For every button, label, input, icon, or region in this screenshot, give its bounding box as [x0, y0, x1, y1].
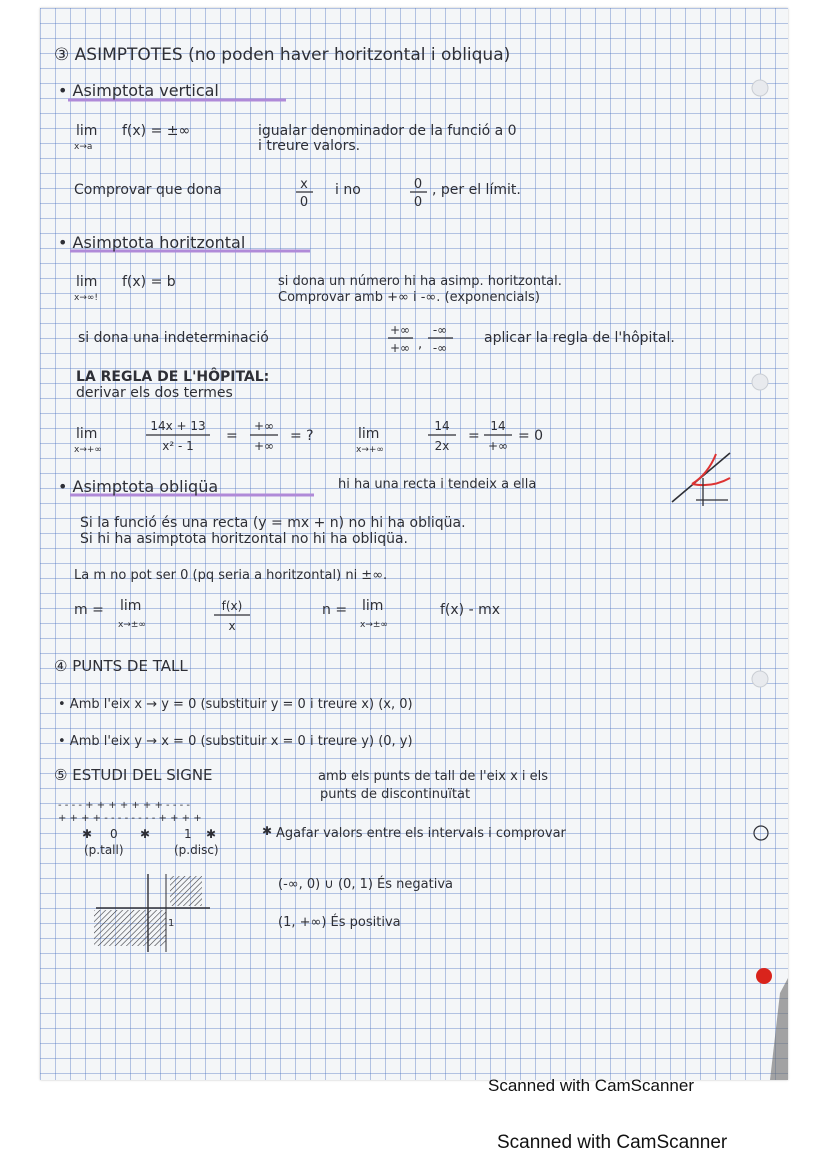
limit-symbol: lim — [76, 274, 98, 290]
limit-symbol: lim — [76, 123, 98, 139]
label-cut-point: (p.tall) — [84, 843, 124, 857]
fraction-denominator: x — [228, 619, 236, 633]
section-3-title: ③ ASIMPTOTES (no poden haver horitzontal i obliqua) — [54, 45, 511, 65]
limit-subscript: x→a — [74, 142, 93, 152]
label-discontinuity: (p.disc) — [174, 843, 219, 857]
equals: = — [226, 428, 238, 444]
point-marker: ✱ — [82, 827, 93, 841]
point-marker: ✱ — [140, 827, 151, 841]
indeterminacy-text-2: aplicar la regla de l'hôpital. — [484, 330, 675, 346]
vertical-check-text-3: , per el límit. — [432, 182, 521, 198]
binder-hole — [752, 80, 768, 96]
fraction-denominator: +∞ — [389, 341, 411, 355]
fraction-numerator: +∞ — [253, 419, 275, 433]
hopital-title: LA REGLA DE L'HÔPITAL: — [76, 369, 270, 385]
limit-subscript: x→∞! — [74, 293, 98, 303]
fraction-denominator: 2x — [434, 439, 450, 453]
handwritten-notes — [40, 8, 788, 1080]
vertical-desc-2: i treure valors. — [258, 138, 361, 154]
cut-points-y: • Amb l'eix y → x = 0 (substituir x = 0 i treure y) (0, y) — [58, 734, 413, 749]
fraction-numerator: 14x + 13 — [150, 419, 206, 433]
cut-points-x: • Amb l'eix x → y = 0 (substituir y = 0 i treure x) (x, 0) — [58, 697, 413, 712]
fraction-numerator: +∞ — [389, 323, 411, 337]
horizontal-desc-1: si dona un número hi ha asimp. horitzontal. — [278, 274, 562, 289]
check-circle-icon — [754, 826, 768, 840]
red-sticker — [756, 968, 772, 984]
fraction-denominator: 0 — [299, 195, 309, 210]
equals: = — [468, 428, 480, 444]
comma: , — [418, 337, 423, 352]
fraction-denominator: +∞ — [487, 439, 509, 453]
limit-subscript: x→+∞ — [74, 445, 102, 455]
horizontal-heading: • Asimptota horitzontal — [58, 233, 246, 252]
oblique-rule-3: La m no pot ser 0 (pq seria a horitzontal) ni ±∞. — [74, 568, 388, 583]
scanner-watermark: Scanned with CamScanner — [497, 1132, 728, 1153]
oblique-rule-2: Si hi ha asimptota horitzontal no hi ha obliqüa. — [80, 531, 408, 547]
fraction-numerator: 14 — [490, 419, 506, 433]
sign-row-bottom: + + + + - - - - - - - - + + + + — [58, 813, 202, 824]
fraction-numerator: -∞ — [432, 323, 448, 337]
point-one: 1 — [184, 827, 192, 841]
section-4-title: ④ PUNTS DE TALL — [54, 657, 188, 675]
horizontal-desc-2: Comprovar amb +∞ i -∞. (exponencials) — [278, 290, 540, 305]
indeterminacy-text: si dona una indeterminació — [78, 330, 269, 346]
section-5-instruction: Agafar valors entre els intervals i comprovar — [276, 826, 566, 841]
binder-hole — [752, 671, 768, 687]
page-curl-shadow — [770, 978, 788, 1080]
limit-subscript: x→+∞ — [356, 445, 384, 455]
fraction-numerator: 14 — [434, 419, 450, 433]
asterisk-marker: ✱ — [262, 824, 273, 838]
hopital-subtitle: derivar els dos termes — [76, 385, 233, 401]
horizontal-expression: f(x) = b — [122, 274, 176, 290]
notebook-page — [40, 8, 788, 1080]
equals-zero: = 0 — [518, 428, 544, 444]
point-zero: 0 — [110, 827, 118, 841]
negative-interval: (-∞, 0) ∪ (0, 1) És negativa — [278, 877, 454, 892]
fraction-denominator: x² - 1 — [162, 439, 194, 453]
oblique-rule-1: Si la funció és una recta (y = mx + n) no hi ha obliqüa. — [80, 515, 466, 531]
point-marker: ✱ — [206, 827, 217, 841]
limit-symbol: lim — [362, 598, 384, 614]
equals-question: = ? — [290, 428, 314, 444]
n-label: n = — [322, 602, 348, 618]
limit-subscript: x→±∞ — [360, 620, 388, 630]
limit-symbol: lim — [120, 598, 142, 614]
fraction-denominator: -∞ — [432, 341, 448, 355]
oblique-heading: • Asimptota obliqüa — [58, 477, 219, 496]
positive-interval: (1, +∞) És positiva — [278, 915, 401, 930]
m-label: m = — [74, 602, 104, 618]
section-5-desc-1: amb els punts de tall de l'eix x i els — [318, 769, 549, 784]
n-expression: f(x) - mx — [440, 602, 501, 618]
limit-subscript: x→±∞ — [118, 620, 146, 630]
scanner-watermark: Scanned with CamScanner — [488, 1076, 695, 1095]
binder-hole — [752, 374, 768, 390]
fraction-numerator: 0 — [413, 177, 423, 192]
sign-row-top: - - - - + + + + + + + - - - - — [58, 800, 191, 811]
oblique-desc: hi ha una recta i tendeix a ella — [338, 477, 537, 492]
vertical-check-text-2: i no — [335, 182, 361, 198]
graph-axis-label: 1 — [168, 918, 175, 929]
vertical-heading: • Asimptota vertical — [58, 81, 219, 100]
oblique-sketch-icon — [672, 453, 730, 506]
fraction-denominator: 0 — [413, 195, 423, 210]
fraction-denominator: +∞ — [253, 439, 275, 453]
section-5-desc-2: punts de discontinuïtat — [320, 787, 471, 802]
vertical-expression: f(x) = ±∞ — [122, 123, 191, 139]
vertical-desc-1: igualar denominador de la funció a 0 — [258, 123, 517, 139]
section-5-title: ⑤ ESTUDI DEL SIGNE — [54, 766, 213, 784]
limit-symbol: lim — [358, 426, 380, 442]
vertical-check-text: Comprovar que dona — [74, 182, 222, 198]
fraction-numerator: x — [300, 177, 308, 192]
sign-graph-sketch — [94, 874, 210, 952]
fraction-numerator: f(x) — [221, 599, 243, 613]
limit-symbol: lim — [76, 426, 98, 442]
